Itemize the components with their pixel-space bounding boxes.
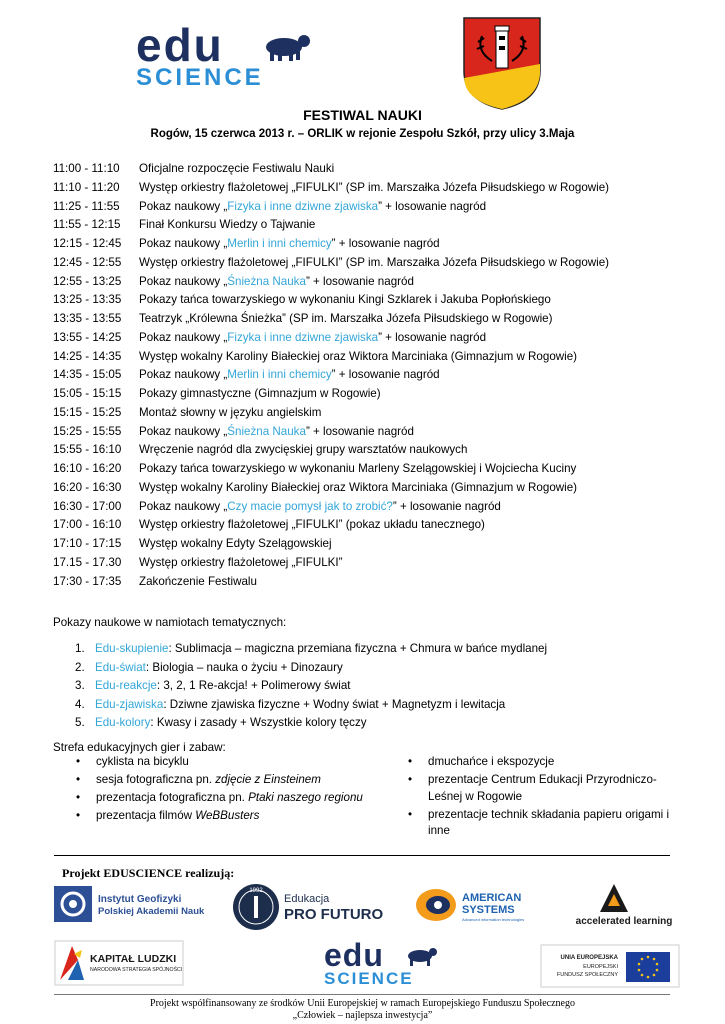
schedule-time: 14:25 - 14:35 xyxy=(53,349,122,363)
svg-text:SCIENCE: SCIENCE xyxy=(324,969,414,988)
tent-number: 2. xyxy=(75,660,85,674)
schedule-row xyxy=(53,554,703,573)
tent-item xyxy=(75,640,547,659)
svg-text:AMERICAN: AMERICAN xyxy=(462,892,522,904)
zone-list-left xyxy=(76,754,376,826)
svg-text:Advanced information technolog: Advanced information technologies xyxy=(462,917,525,922)
schedule-row xyxy=(53,310,703,329)
footer-line-2: „Człowiek – najlepsza inwestycja” xyxy=(292,1010,433,1021)
schedule-time: 11:10 - 11:20 xyxy=(53,180,120,194)
svg-text:FUNDUSZ SPOŁECZNY: FUNDUSZ SPOŁECZNY xyxy=(556,972,618,978)
schedule-row xyxy=(53,479,703,498)
schedule-description: Zakończenie Festiwalu xyxy=(139,574,257,588)
svg-text:EUROPEJSKI: EUROPEJSKI xyxy=(583,964,618,970)
schedule-row xyxy=(53,573,703,592)
zone-item: • sesja fotograficzna pn. zdjęcie z Einsteinem xyxy=(76,772,376,789)
svg-text:Instytut Geofizyki: Instytut Geofizyki xyxy=(98,894,182,905)
zone-intro: Strefa edukacyjnych gier i zabaw: xyxy=(53,741,226,754)
schedule-row xyxy=(53,385,703,404)
schedule-description: Finał Konkursu Wiedzy o Tajwanie xyxy=(139,218,316,232)
american-systems-logo xyxy=(414,884,538,926)
schedule-time: 12:45 - 12:55 xyxy=(53,255,122,269)
schedule-row xyxy=(53,404,703,423)
svg-text:Polskiej Akademii Nauk: Polskiej Akademii Nauk xyxy=(98,906,205,917)
schedule-row xyxy=(53,198,703,217)
schedule-time: 17:30 - 17:35 xyxy=(53,574,122,588)
show-title: Czy macie pomysł jak to zrobić? xyxy=(227,499,393,513)
schedule-time: 12:15 - 12:45 xyxy=(53,237,122,250)
igf-pan-logo xyxy=(54,884,205,924)
tent-name: Edu-skupienie xyxy=(95,642,169,655)
schedule-row xyxy=(53,291,703,310)
pro-futuro-logo xyxy=(232,882,384,932)
page-title: FESTIWAL NAUKI xyxy=(303,107,422,123)
svg-text:SCIENCE: SCIENCE xyxy=(136,64,264,91)
schedule-description: Pokaz naukowy „Merlin i inni chemicy” + losowanie nagród xyxy=(139,368,440,382)
schedule-row xyxy=(53,254,703,273)
schedule-list xyxy=(53,160,703,591)
schedule-description: Pokaz naukowy „Merlin i inni chemicy” + losowanie nagród xyxy=(139,237,440,250)
show-title: Śnieżna Nauka xyxy=(227,424,306,438)
schedule-row xyxy=(53,535,703,554)
schedule-time: 15:05 - 15:15 xyxy=(53,387,122,400)
svg-text:KAPITAŁ LUDZKI: KAPITAŁ LUDZKI xyxy=(90,953,177,965)
schedule-time: 12:55 - 13:25 xyxy=(53,274,122,288)
tent-number: 5. xyxy=(75,716,85,729)
svg-text:edu: edu xyxy=(324,937,384,973)
schedule-time: 11:55 - 12:15 xyxy=(53,218,121,232)
schedule-time: 15:55 - 16:10 xyxy=(53,443,122,457)
tent-text: Edu-zjawiska: Dziwne zjawiska fizyczne + Wodny świat + Magnetyzm i lewitacja xyxy=(95,697,506,711)
sponsors-heading: Projekt EDUSCIENCE realizują: xyxy=(62,866,235,880)
svg-text:PRO FUTURO: PRO FUTURO xyxy=(284,906,384,923)
schedule-time: 15:25 - 15:55 xyxy=(53,424,122,438)
schedule-row xyxy=(53,516,703,535)
tent-text: Edu-kolory: Kwasy i zasady + Wszystkie kolory tęczy xyxy=(95,716,367,729)
tent-name: Edu-zjawiska xyxy=(95,697,164,711)
kapital-ludzki-logo xyxy=(54,940,184,986)
tent-item xyxy=(75,714,547,733)
tent-item xyxy=(75,696,547,715)
schedule-row xyxy=(53,441,703,460)
schedule-time: 13:35 - 13:55 xyxy=(53,312,122,325)
zone-list-right xyxy=(408,754,683,841)
schedule-description: Pokaz naukowy „Fizyka i inne dziwne zjawiska” + losowanie nagród xyxy=(139,330,487,344)
schedule-description: Występ wokalny Karoliny Białeckiej oraz Wiktora Marciniaka (Gimnazjum w Rogowie) xyxy=(139,480,578,494)
schedule-time: 13:55 - 14:25 xyxy=(53,330,122,344)
eduscience-logo-small xyxy=(322,937,442,988)
schedule-time: 17:00 - 16:10 xyxy=(53,518,122,532)
zone-item: • dmuchańce i ekspozycje xyxy=(408,754,683,771)
schedule-time: 13:25 - 13:35 xyxy=(53,293,122,307)
zone-item: • prezentacja filmów WeBBusters xyxy=(76,808,376,825)
polar-bear-icon xyxy=(266,35,310,61)
schedule-row xyxy=(53,366,703,385)
tent-number: 3. xyxy=(75,679,85,692)
eu-fund-logo xyxy=(540,944,680,988)
schedule-description: Teatrzyk „Królewna Śnieżka” (SP im. Marszałka Józefa Piłsudskiego w Rogowie) xyxy=(139,312,553,325)
schedule-description: Występ wokalny Edyty Szelągowskiej xyxy=(139,537,332,550)
tent-name: Edu-świat xyxy=(95,660,146,674)
schedule-row xyxy=(53,273,703,292)
schedule-description: Pokaz naukowy „Fizyka i inne dziwne zjawiska” + losowanie nagród xyxy=(139,199,487,213)
schedule-description: Pokazy tańca towarzyskiego w wykonaniu Marleny Szelągowskiej i Wojciecha Kuciny xyxy=(139,462,577,475)
tent-text: Edu-skupienie: Sublimacja – magiczna przemiana fizyczna + Chmura w bańce mydlanej xyxy=(95,642,548,655)
schedule-description: Występ orkiestry flażoletowej „FIFULKI” (SP im. Marszałka Józefa Piłsudskiego w Rogowie) xyxy=(139,255,610,269)
tent-number: 4. xyxy=(75,697,85,711)
schedule-row xyxy=(53,348,703,367)
rogow-coat-of-arms xyxy=(462,16,542,111)
svg-text:SYSTEMS: SYSTEMS xyxy=(462,904,515,916)
tent-name: Edu-reakcje xyxy=(95,679,157,692)
schedule-description: Pokaz naukowy „Śnieżna Nauka” + losowanie nagród xyxy=(139,424,414,438)
schedule-description: Występ orkiestry flażoletowej „FIFULKI” xyxy=(139,555,343,569)
schedule-row xyxy=(53,460,703,479)
zone-item: • prezentacje technik składania papieru origami i inne xyxy=(408,807,683,840)
schedule-time: 14:35 - 15:05 xyxy=(53,368,122,382)
tent-text: Edu-reakcje: 3, 2, 1 Re-akcja! + Polimerowy świat xyxy=(95,679,351,692)
schedule-description: Oficjalne rozpoczęcie Festiwalu Nauki xyxy=(139,162,335,175)
zone-item: • cyklista na bicyklu xyxy=(76,754,376,771)
schedule-description: Pokazy tańca towarzyskiego w wykonaniu Kingi Szklarek i Jakuba Popłońskiego xyxy=(139,293,551,307)
schedule-time: 17:10 - 17:15 xyxy=(53,537,122,550)
schedule-description: Wręczenie nagród dla zwycięskiej grupy warsztatów naukowych xyxy=(139,443,468,457)
zone-item-title: Ptaki naszego regionu xyxy=(248,791,363,804)
svg-text:1992: 1992 xyxy=(249,888,263,894)
schedule-row xyxy=(53,423,703,442)
footer-divider xyxy=(54,994,670,995)
show-title: Fizyka i inne dziwne zjawiska xyxy=(227,330,379,344)
tent-item xyxy=(75,677,547,696)
schedule-description: Pokazy gimnastyczne (Gimnazjum w Rogowie) xyxy=(139,387,381,400)
svg-text:accelerated learning: accelerated learning xyxy=(575,916,673,927)
svg-text:edu: edu xyxy=(136,19,224,71)
schedule-description: Pokaz naukowy „Śnieżna Nauka” + losowanie nagród xyxy=(139,274,414,288)
zone-item: • prezentacje Centrum Edukacji Przyrodniczo-Leśnej w Rogowie xyxy=(408,772,683,805)
tents-intro: Pokazy naukowe w namiotach tematycznych: xyxy=(53,616,287,629)
schedule-time: 11:25 - 11:55 xyxy=(53,199,120,213)
schedule-description: Montaż słowny w języku angielskim xyxy=(139,405,322,419)
svg-text:UNIA EUROPEJSKA: UNIA EUROPEJSKA xyxy=(560,955,618,961)
polar-bear-icon xyxy=(408,948,437,966)
schedule-row xyxy=(53,235,703,254)
svg-text:Edukacja: Edukacja xyxy=(284,893,330,905)
divider xyxy=(54,855,670,856)
schedule-row xyxy=(53,498,703,517)
tent-name: Edu-kolory xyxy=(95,716,151,729)
show-title: Śnieżna Nauka xyxy=(227,274,306,288)
event-subtitle: Rogów, 15 czerwca 2013 r. – ORLIK w rejonie Zespołu Szkół, przy ulicy 3.Maja xyxy=(150,128,575,140)
eduscience-logo xyxy=(134,19,319,91)
schedule-description: Występ orkiestry flażoletowej „FIFULKI” (SP im. Marszałka Józefa Piłsudskiego w Rogowie) xyxy=(139,180,610,194)
accelerated-learning-logo xyxy=(572,880,676,928)
tent-item xyxy=(75,659,547,678)
show-title: Merlin i inni chemicy xyxy=(227,237,332,250)
zone-item: • prezentacja fotograficzna pn. Ptaki naszego regionu xyxy=(76,790,376,807)
schedule-time: 15:15 - 15:25 xyxy=(53,405,122,419)
schedule-time: 16:20 - 16:30 xyxy=(53,480,122,494)
show-title: Fizyka i inne dziwne zjawiska xyxy=(227,199,379,213)
schedule-row xyxy=(53,179,703,198)
show-title: Merlin i inni chemicy xyxy=(227,368,332,382)
tent-text: Edu-świat: Biologia – nauka o życiu + Dinozaury xyxy=(95,660,343,674)
zone-item-title: zdjęcie z Einsteinem xyxy=(215,773,321,786)
schedule-row xyxy=(53,160,703,179)
schedule-time: 17.15 - 17.30 xyxy=(53,555,122,569)
zone-item-title: WeBBusters xyxy=(195,809,260,822)
schedule-row xyxy=(53,329,703,348)
schedule-description: Występ wokalny Karoliny Białeckiej oraz Wiktora Marciniaka (Gimnazjum w Rogowie) xyxy=(139,349,578,363)
schedule-time: 16:10 - 16:20 xyxy=(53,462,122,475)
tent-number: 1. xyxy=(75,642,85,655)
schedule-time: 16:30 - 17:00 xyxy=(53,499,122,513)
svg-text:NARODOWA STRATEGIA SPÓJNOŚCI: NARODOWA STRATEGIA SPÓJNOŚCI xyxy=(90,967,183,973)
tents-list xyxy=(75,640,547,733)
schedule-description: Pokaz naukowy „Czy macie pomysł jak to zrobić?” + losowanie nagród xyxy=(139,499,501,513)
schedule-row xyxy=(53,216,703,235)
footer-line-1: Projekt współfinansowany ze środków Unii Europejskiej w ramach Europejskiego Funduszu Społecznego xyxy=(150,998,575,1009)
schedule-time: 11:00 - 11:10 xyxy=(53,162,120,175)
schedule-description: Występ orkiestry flażoletowej „FIFULKI” (pokaz układu tanecznego) xyxy=(139,518,485,532)
